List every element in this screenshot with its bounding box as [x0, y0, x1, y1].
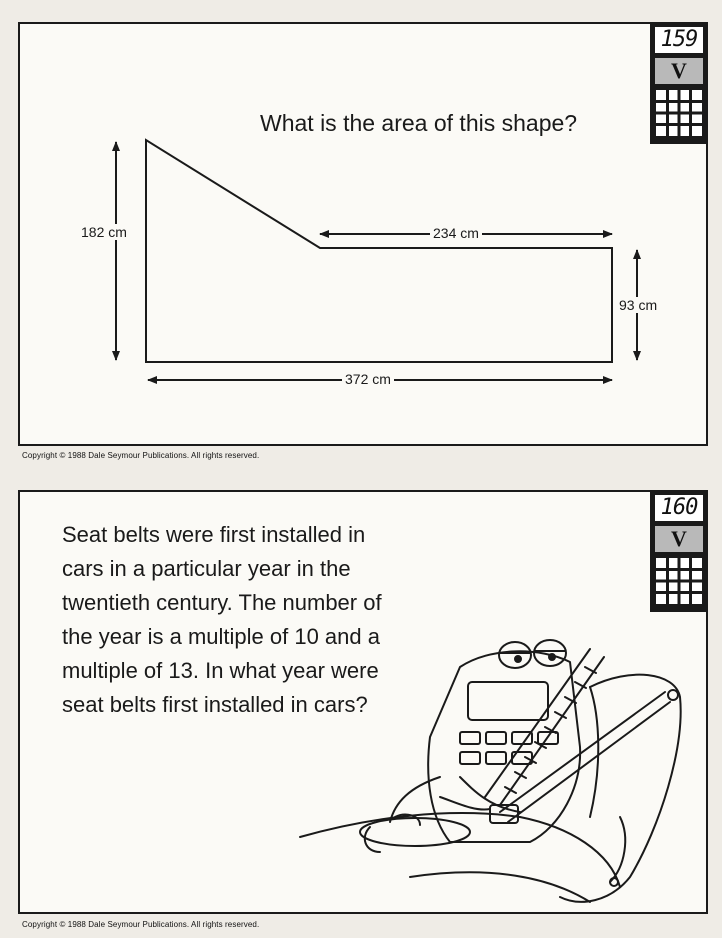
card-159: [18, 22, 708, 446]
shape-outline: [146, 140, 612, 362]
question-text: What is the area of this shape?: [260, 110, 578, 136]
right-height-label: 93 cm: [616, 297, 660, 313]
card-160: [18, 490, 708, 914]
bottom-width-label: 372 cm: [342, 371, 394, 387]
calculator-icon: [656, 558, 702, 604]
card-number: 159: [655, 27, 703, 53]
card-level: V: [655, 58, 703, 84]
left-height-label: 182 cm: [78, 224, 130, 240]
copyright-text: Copyright © 1988 Dale Seymour Publications. All rights reserved.: [22, 451, 260, 460]
question-text: Seat belts were first installed in cars in a particular year in the twentieth century. The number of the year is a multiple of 10 and a multiple of 13. In what year were seat belts first installed in cars?: [62, 522, 382, 717]
card-badge: [650, 490, 708, 612]
card-number: 160: [655, 495, 703, 521]
card-level: V: [655, 526, 703, 552]
copyright-text: Copyright © 1988 Dale Seymour Publications. All rights reserved.: [22, 920, 260, 929]
calculator-character-seatbelt-illustration: [290, 627, 700, 912]
top-width-label: 234 cm: [430, 225, 482, 241]
